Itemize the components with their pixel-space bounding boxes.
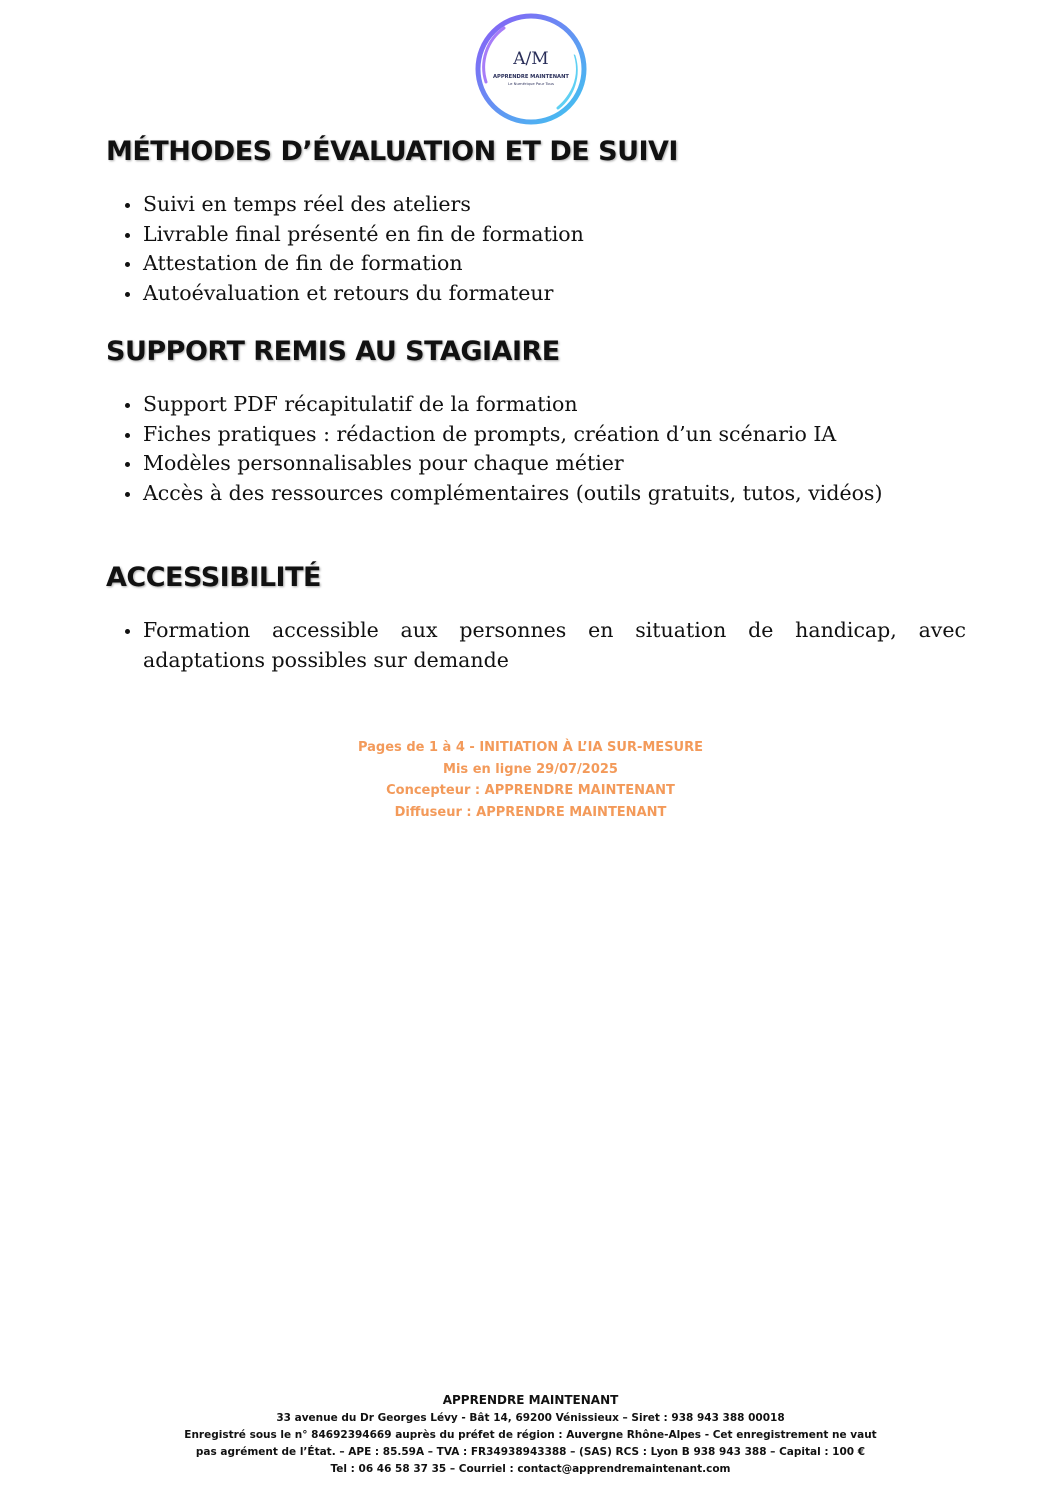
list-item: Fiches pratiques : rédaction de prompts, création d’un scénario IA — [106, 420, 966, 450]
footer-address: 33 avenue du Dr Georges Lévy - Bât 14, 69200 Vénissieux – Siret : 938 943 388 00018 — [276, 1412, 785, 1424]
list-item: Suivi en temps réel des ateliers — [106, 190, 966, 220]
am-logo-icon — [474, 12, 588, 126]
logo-tagline: Le Numérique Pour Tous — [508, 81, 554, 86]
accessibility-list — [106, 616, 966, 675]
footer-company: APPRENDRE MAINTENANT — [442, 1393, 619, 1407]
meta-published: Mis en ligne 29/07/2025 — [443, 761, 618, 777]
logo-monogram: A/M — [513, 49, 549, 69]
evaluation-section — [106, 136, 966, 308]
footer-registration-2: pas agrément de l’État. – APE : 85.59A – TVA : FR34938943388 – (SAS) RCS : Lyon B 938 943 388 – Capital : 100 € — [195, 1446, 866, 1458]
list-item: Autoévaluation et retours du formateur — [106, 279, 966, 309]
accessibility-section — [106, 562, 966, 675]
page-footer — [0, 1390, 1061, 1478]
support-list — [106, 390, 966, 508]
list-item: Accès à des ressources complémentaires (outils gratuits, tutos, vidéos) — [106, 479, 966, 509]
meta-designer: Concepteur : APPRENDRE MAINTENANT — [386, 783, 675, 798]
section-title-evaluation: MÉTHODES D’ÉVALUATION ET DE SUIVI — [106, 136, 678, 167]
logo-name: APPRENDRE MAINTENANT — [493, 74, 569, 80]
list-item: Support PDF récapitulatif de la formation — [106, 390, 966, 420]
support-section — [106, 336, 966, 508]
list-item: Livrable final présenté en fin de formation — [106, 220, 966, 250]
evaluation-list — [106, 190, 966, 308]
footer-registration-1: Enregistré sous le n° 84692394669 auprès du préfet de région : Auvergne Rhône-Alpes - Cet enregistrement ne vaut — [184, 1429, 877, 1441]
section-title-accessibility: ACCESSIBILITÉ — [106, 562, 321, 593]
section-title-support: SUPPORT REMIS AU STAGIAIRE — [106, 336, 560, 367]
list-item: Attestation de fin de formation — [106, 249, 966, 279]
list-item: Modèles personnalisables pour chaque métier — [106, 449, 966, 479]
footer-contact: Tel : 06 46 58 37 35 – Courriel : contact@apprendremaintenant.com — [330, 1463, 731, 1475]
meta-distributor: Diffuseur : APPRENDRE MAINTENANT — [394, 804, 667, 820]
document-meta — [0, 737, 1061, 823]
logo-graphic — [474, 12, 588, 126]
meta-pages: Pages de 1 à 4 - INITIATION À L’IA SUR-MESURE — [357, 740, 703, 755]
list-item: Formation accessible aux personnes en situation de handicap, avec adaptations possibles sur demande — [106, 616, 966, 675]
